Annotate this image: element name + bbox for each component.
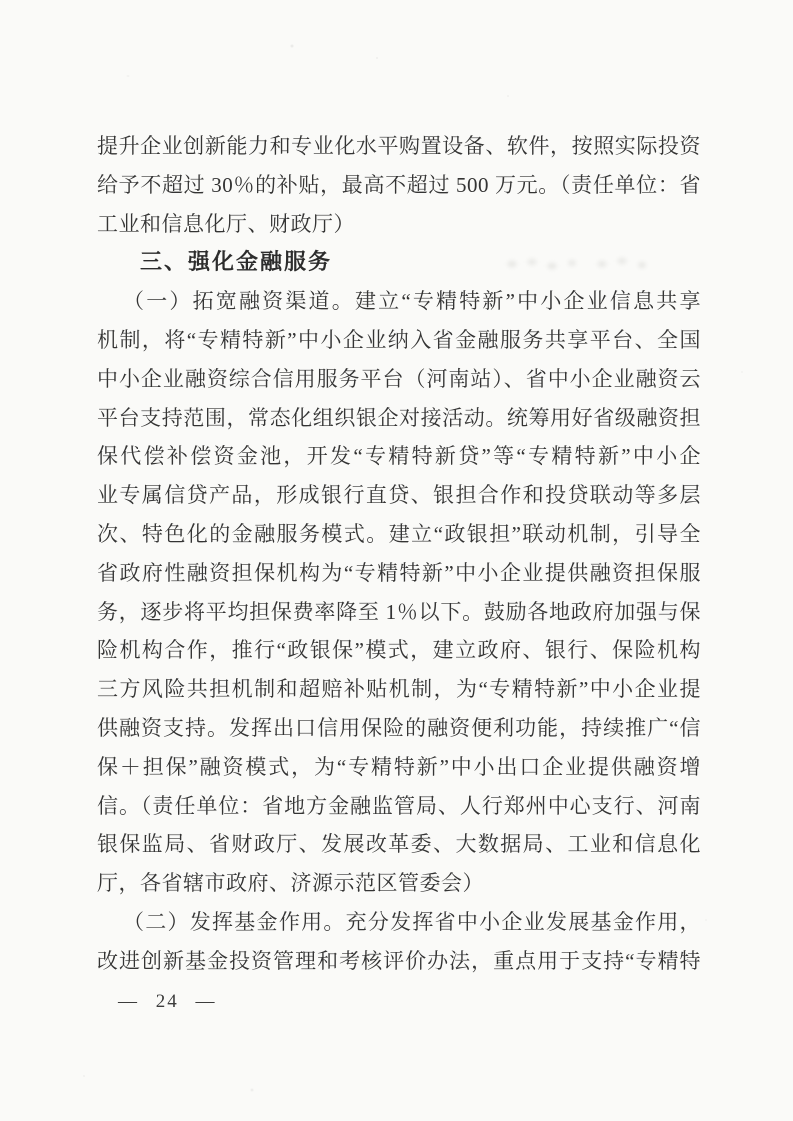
text-line: 工业和信息化厅、财政厅） bbox=[97, 211, 355, 236]
page-number: — 24 — bbox=[118, 991, 217, 1012]
text-line: 务，逐步将平均担保费率降至 1％以下。鼓励各地政府加强与保 bbox=[97, 599, 701, 624]
text-line: 业专属信贷产品，形成银行直贷、银担合作和投贷联动等多层 bbox=[97, 483, 701, 508]
text-line: 次、特色化的金融服务模式。建立“政银担”联动机制，引导全 bbox=[97, 521, 701, 546]
text-line: 省政府性融资担保机构为“专精特新”中小企业提供融资担保服 bbox=[97, 560, 701, 585]
text-line: 三、强化金融服务 bbox=[140, 249, 333, 275]
text-line: 信。（责任单位：省地方金融监管局、人行郑州中心支行、河南 bbox=[97, 793, 701, 818]
text-line: 保代偿补偿资金池，开发“专精特新贷”等“专精特新”中小企 bbox=[97, 444, 701, 469]
text-line: 供融资支持。发挥出口信用保险的融资便利功能，持续推广“信 bbox=[97, 715, 701, 740]
text-line: 给予不超过 30％的补贴，最高不超过 500 万元。（责任单位：省 bbox=[97, 172, 701, 197]
text-line: （一）拓宽融资渠道。建立“专精特新”中小企业信息共享 bbox=[123, 289, 701, 314]
text-line: 机制，将“专精特新”中小企业纳入省金融服务共享平台、全国 bbox=[97, 327, 701, 352]
text-line: 三方风险共担机制和超赔补贴机制，为“专精特新”中小企业提 bbox=[97, 677, 701, 702]
text-line: （二）发挥基金作用。充分发挥省中小企业发展基金作用， bbox=[123, 909, 701, 934]
text-line: 提升企业创新能力和专业化水平购置设备、软件，按照实际投资 bbox=[97, 134, 701, 158]
text-line: 改进创新基金投资管理和考核评价办法，重点用于支持“专精特 bbox=[97, 948, 701, 973]
text-line: 厅，各省辖市政府、济源示范区管委会） bbox=[97, 871, 484, 896]
text-line: 平台支持范围，常态化组织银企对接活动。统筹用好省级融资担 bbox=[97, 405, 701, 430]
text-line: 银保监局、省财政厅、发展改革委、大数据局、工业和信息化 bbox=[97, 832, 701, 857]
text-line: 险机构合作，推行“政银保”模式，建立政府、银行、保险机构 bbox=[97, 638, 701, 663]
text-line: 中小企业融资综合信用服务平台（河南站）、省中小企业融资云 bbox=[97, 366, 701, 391]
text-line: 保＋担保”融资模式，为“专精特新”中小出口企业提供融资增 bbox=[97, 754, 701, 779]
document-body bbox=[97, 127, 701, 981]
